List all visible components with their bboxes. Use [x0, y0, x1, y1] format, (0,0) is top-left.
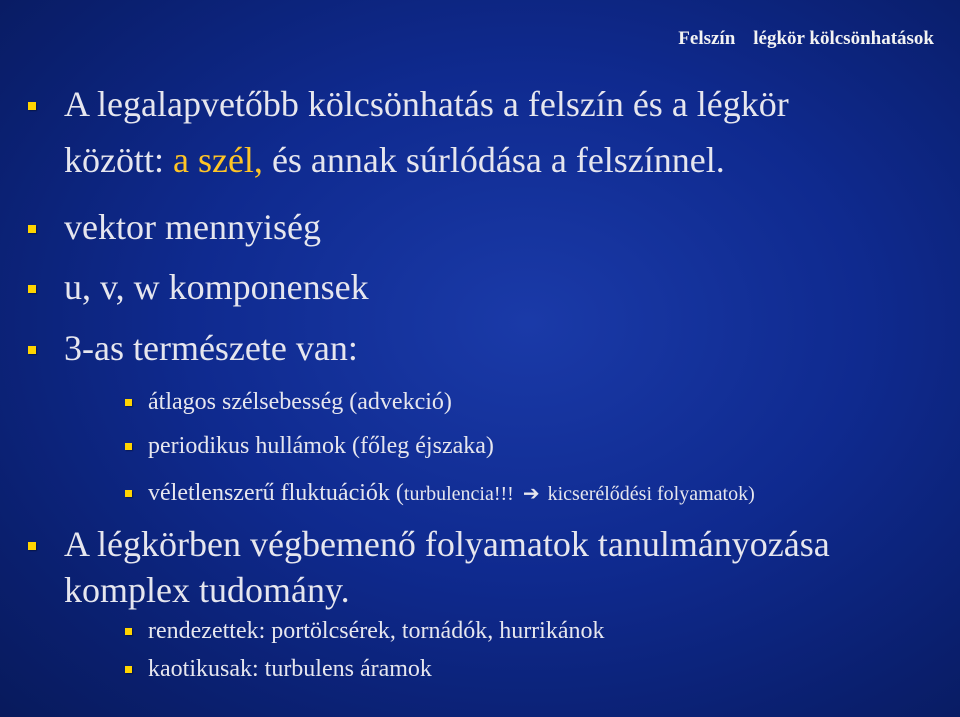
bullet-square-icon: [28, 346, 36, 354]
header-part2: légkör kölcsönhatások: [753, 28, 934, 49]
sub-bullet-text: rendezettek: portölcsérek, tornádók, hurrikánok: [148, 618, 605, 644]
bullet-text: 3-as természete van:: [64, 328, 358, 368]
sub-bullet-text: kaotikusak: turbulens áramok: [148, 656, 432, 682]
bullet-text-line1: A légkörben végbemenő folyamatok tanulmányozása: [64, 524, 830, 564]
bullet-text-line2: komplex tudomány.: [64, 570, 350, 610]
sub-bullet-text: periodikus hullámok (főleg éjszaka): [148, 433, 494, 459]
line2-suffix: és annak súrlódása a felszínnel.: [262, 140, 725, 180]
sub-bullet-square-icon: [125, 399, 132, 406]
highlight-wind: a szél,: [172, 140, 263, 180]
sub-bullet-square-icon: [125, 666, 132, 673]
bullet-text: u, v, w komponensek: [64, 267, 369, 307]
fluct-turbulence: turbulencia!!!: [403, 483, 519, 505]
bullet-square-icon: [28, 102, 36, 110]
slide-header: [678, 28, 934, 50]
bullet-text: vektor mennyiség: [64, 207, 321, 247]
bullet-square-icon: [28, 225, 36, 233]
fluct-main: véletlenszerű fluktuációk (: [148, 480, 404, 506]
sub-bullet-square-icon: [125, 443, 132, 450]
bullet-text-line1: A legalapvetőbb kölcsönhatás a felszín és a légkör: [64, 84, 789, 124]
line2-prefix: között:: [64, 140, 173, 180]
sub-bullet-text: [148, 478, 755, 509]
fluct-exchange: kicserélődési folyamatok): [547, 483, 755, 505]
header-part1: Felszín: [678, 28, 736, 49]
sub-bullet-text: átlagos szélsebesség (advekció): [148, 389, 452, 415]
bullet-square-icon: [28, 542, 36, 550]
bullet-text-line2: [64, 137, 725, 183]
sub-bullet-square-icon: [125, 628, 132, 635]
bullet-square-icon: [28, 285, 36, 293]
sub-bullet-square-icon: [125, 490, 132, 497]
right-arrow-icon: ➔: [522, 481, 540, 505]
